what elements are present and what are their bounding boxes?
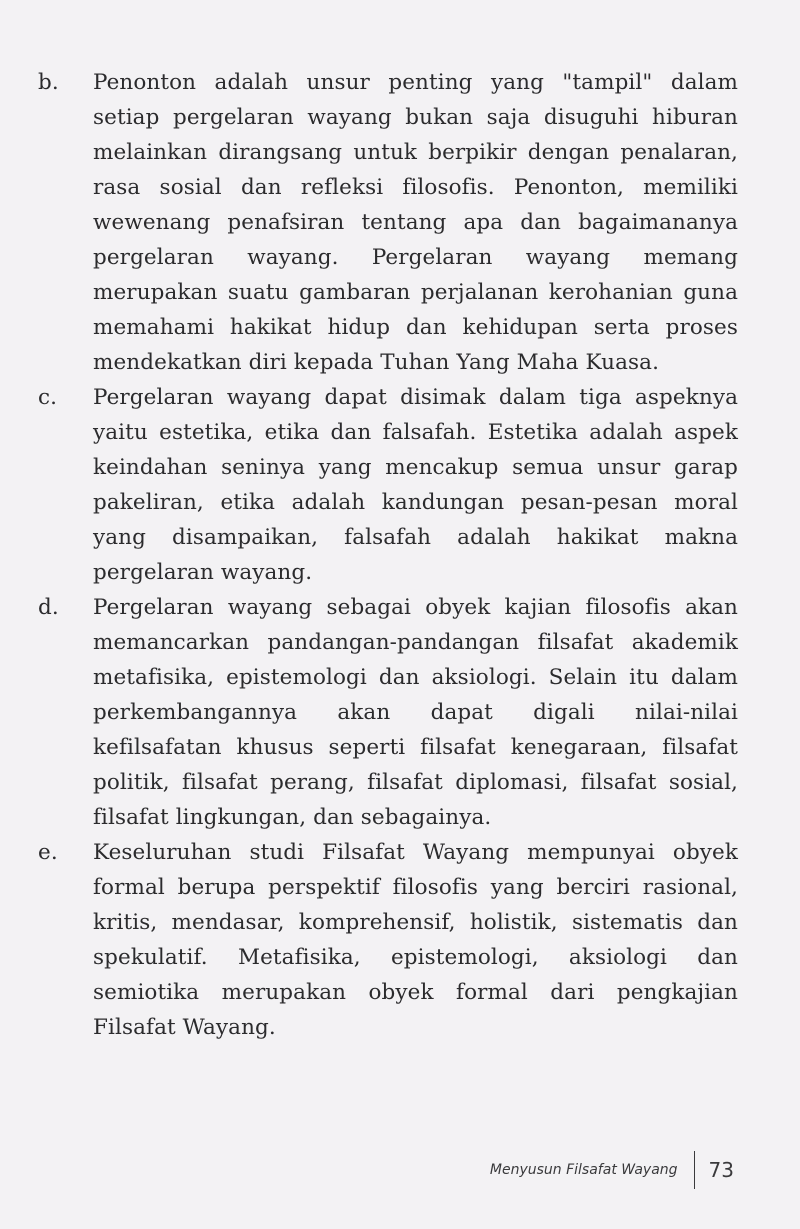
- list-marker: b.: [38, 70, 59, 95]
- list-item-text: Keseluruhan studi Filsafat Wayang mempunyai obyek formal berupa perspektif filosofis yang berciri rasional, kritis, mendasar, komprehensif, holistik, sistematis dan spekulatif. Metafisika, epistemologi, aksiologi dan semiotika merupakan obyek formal dari pengkajian Filsafat Wayang.: [93, 840, 738, 1040]
- footer-divider: [694, 1151, 695, 1189]
- running-head: Menyusun Filsafat Wayang: [489, 1162, 678, 1178]
- list-item-text: Penonton adalah unsur penting yang "tampil" dalam setiap pergelaran wayang bukan saja disuguhi hiburan melainkan dirangsang untuk berpikir dengan penalaran, rasa sosial dan refleksi filosofis. Penonton, memiliki wewenang penafsiran tentang apa dan bagaimananya pergelaran wayang. Pergelaran wayang memang merupakan suatu gambaran perjalanan kerohanian guna memahami hakikat hidup dan kehidupan serta proses mendekatkan diri kepada Tuhan Yang Maha Kuasa.: [93, 70, 738, 375]
- numbered-list: [38, 65, 738, 1045]
- list-item: [38, 65, 738, 380]
- page-number: 73: [708, 1158, 734, 1182]
- list-item-text: Pergelaran wayang sebagai obyek kajian filosofis akan memancarkan pandangan-pandangan filsafat akademik metafisika, epistemologi dan aksiologi. Selain itu dalam perkembangannya akan dapat digali nilai-nilai kefilsafatan khusus seperti filsafat kenegaraan, filsafat politik, filsafat perang, filsafat diplomasi, filsafat sosial, filsafat lingkungan, dan sebagainya.: [93, 595, 738, 830]
- list-item: [38, 590, 738, 835]
- list-item: [38, 835, 738, 1045]
- list-item-text: Pergelaran wayang dapat disimak dalam tiga aspeknya yaitu estetika, etika dan falsafah. Estetika adalah aspek keindahan seninya yang mencakup semua unsur garap pakeliran, etika adalah kandungan pesan-pesan moral yang disampaikan, falsafah adalah hakikat makna pergelaran wayang.: [93, 385, 738, 585]
- list-item: [38, 380, 738, 590]
- list-marker: d.: [38, 595, 59, 620]
- list-marker: e.: [38, 840, 58, 865]
- list-marker: c.: [38, 385, 58, 410]
- page-footer: [490, 1150, 734, 1190]
